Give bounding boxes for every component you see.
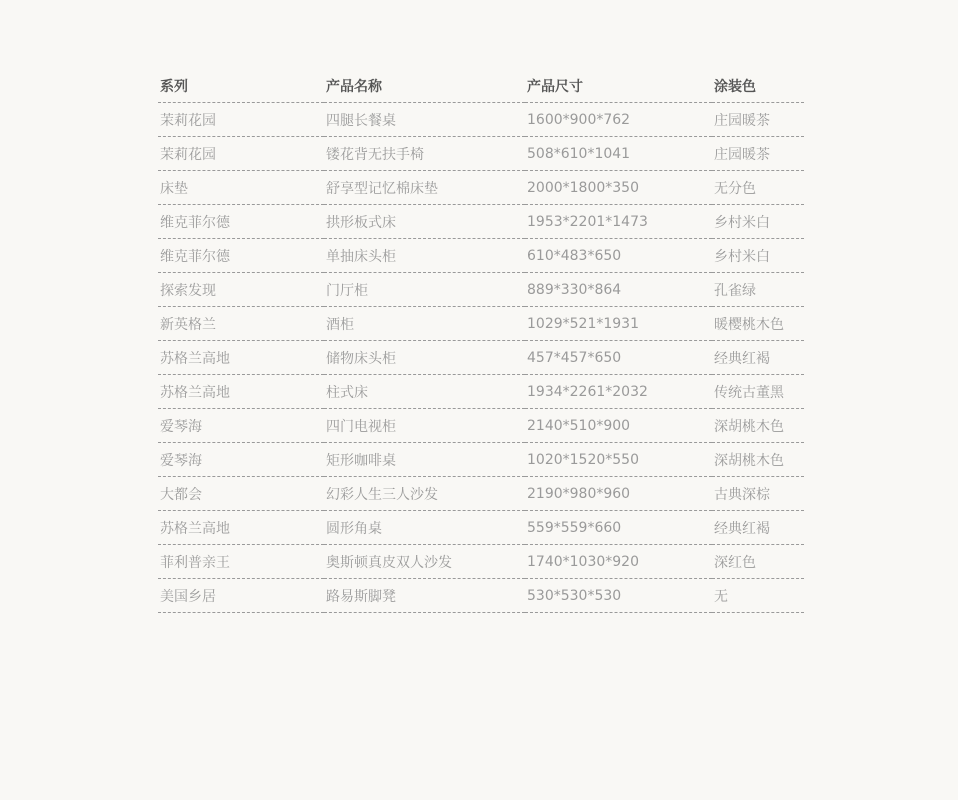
cell-finish-color: 深胡桃木色 [712,443,804,477]
cell-product-name: 柱式床 [324,375,525,409]
table-body [158,103,804,613]
cell-product-size: 508*610*1041 [525,137,712,171]
cell-series: 苏格兰高地 [158,511,324,545]
cell-product-name: 镂花背无扶手椅 [324,137,525,171]
cell-product-name: 四门电视柜 [324,409,525,443]
table-row [158,239,804,273]
cell-product-size: 889*330*864 [525,273,712,307]
table-row [158,443,804,477]
cell-product-size: 457*457*650 [525,341,712,375]
table-row [158,341,804,375]
table-row [158,137,804,171]
cell-series: 菲利普亲王 [158,545,324,579]
cell-finish-color: 深红色 [712,545,804,579]
cell-finish-color: 古典深棕 [712,477,804,511]
cell-series: 茉莉花园 [158,137,324,171]
cell-product-name: 单抽床头柜 [324,239,525,273]
table-row [158,273,804,307]
cell-finish-color: 无分色 [712,171,804,205]
cell-finish-color: 深胡桃木色 [712,409,804,443]
table-header [158,70,804,103]
table-row [158,103,804,137]
table-row [158,545,804,579]
cell-product-name: 路易斯脚凳 [324,579,525,613]
header-product-name: 产品名称 [324,70,525,103]
cell-series: 新英格兰 [158,307,324,341]
cell-product-size: 559*559*660 [525,511,712,545]
cell-product-size: 2140*510*900 [525,409,712,443]
cell-finish-color: 暖樱桃木色 [712,307,804,341]
header-finish-color: 涂装色 [712,70,804,103]
cell-series: 苏格兰高地 [158,375,324,409]
cell-product-name: 幻彩人生三人沙发 [324,477,525,511]
cell-series: 床垫 [158,171,324,205]
cell-product-name: 矩形咖啡桌 [324,443,525,477]
cell-finish-color: 传统古董黑 [712,375,804,409]
product-table-container [158,70,804,613]
table-row [158,409,804,443]
cell-finish-color: 乡村米白 [712,239,804,273]
cell-product-name: 舒享型记忆棉床垫 [324,171,525,205]
cell-product-size: 610*483*650 [525,239,712,273]
cell-product-name: 四腿长餐桌 [324,103,525,137]
cell-product-size: 1934*2261*2032 [525,375,712,409]
cell-product-size: 1020*1520*550 [525,443,712,477]
header-product-size: 产品尺寸 [525,70,712,103]
cell-finish-color: 乡村米白 [712,205,804,239]
cell-finish-color: 无 [712,579,804,613]
cell-product-name: 储物床头柜 [324,341,525,375]
header-series: 系列 [158,70,324,103]
cell-product-size: 1029*521*1931 [525,307,712,341]
cell-series: 美国乡居 [158,579,324,613]
cell-series: 爱琴海 [158,409,324,443]
cell-series: 维克菲尔德 [158,239,324,273]
table-row [158,171,804,205]
cell-series: 维克菲尔德 [158,205,324,239]
cell-series: 茉莉花园 [158,103,324,137]
table-row [158,375,804,409]
cell-product-name: 拱形板式床 [324,205,525,239]
cell-product-name: 酒柜 [324,307,525,341]
table-row [158,511,804,545]
cell-series: 探索发现 [158,273,324,307]
cell-product-size: 1953*2201*1473 [525,205,712,239]
cell-series: 大都会 [158,477,324,511]
cell-product-name: 奥斯顿真皮双人沙发 [324,545,525,579]
table-row [158,579,804,613]
cell-product-size: 1600*900*762 [525,103,712,137]
cell-finish-color: 庄园暖茶 [712,137,804,171]
header-row [158,70,804,103]
cell-finish-color: 经典红褐 [712,341,804,375]
cell-product-size: 1740*1030*920 [525,545,712,579]
cell-product-size: 2000*1800*350 [525,171,712,205]
cell-product-name: 圆形角桌 [324,511,525,545]
table-row [158,307,804,341]
cell-product-size: 530*530*530 [525,579,712,613]
table-row [158,205,804,239]
product-table [158,70,804,613]
cell-series: 苏格兰高地 [158,341,324,375]
cell-finish-color: 孔雀绿 [712,273,804,307]
cell-product-size: 2190*980*960 [525,477,712,511]
table-row [158,477,804,511]
cell-finish-color: 庄园暖茶 [712,103,804,137]
cell-product-name: 门厅柜 [324,273,525,307]
cell-finish-color: 经典红褐 [712,511,804,545]
cell-series: 爱琴海 [158,443,324,477]
